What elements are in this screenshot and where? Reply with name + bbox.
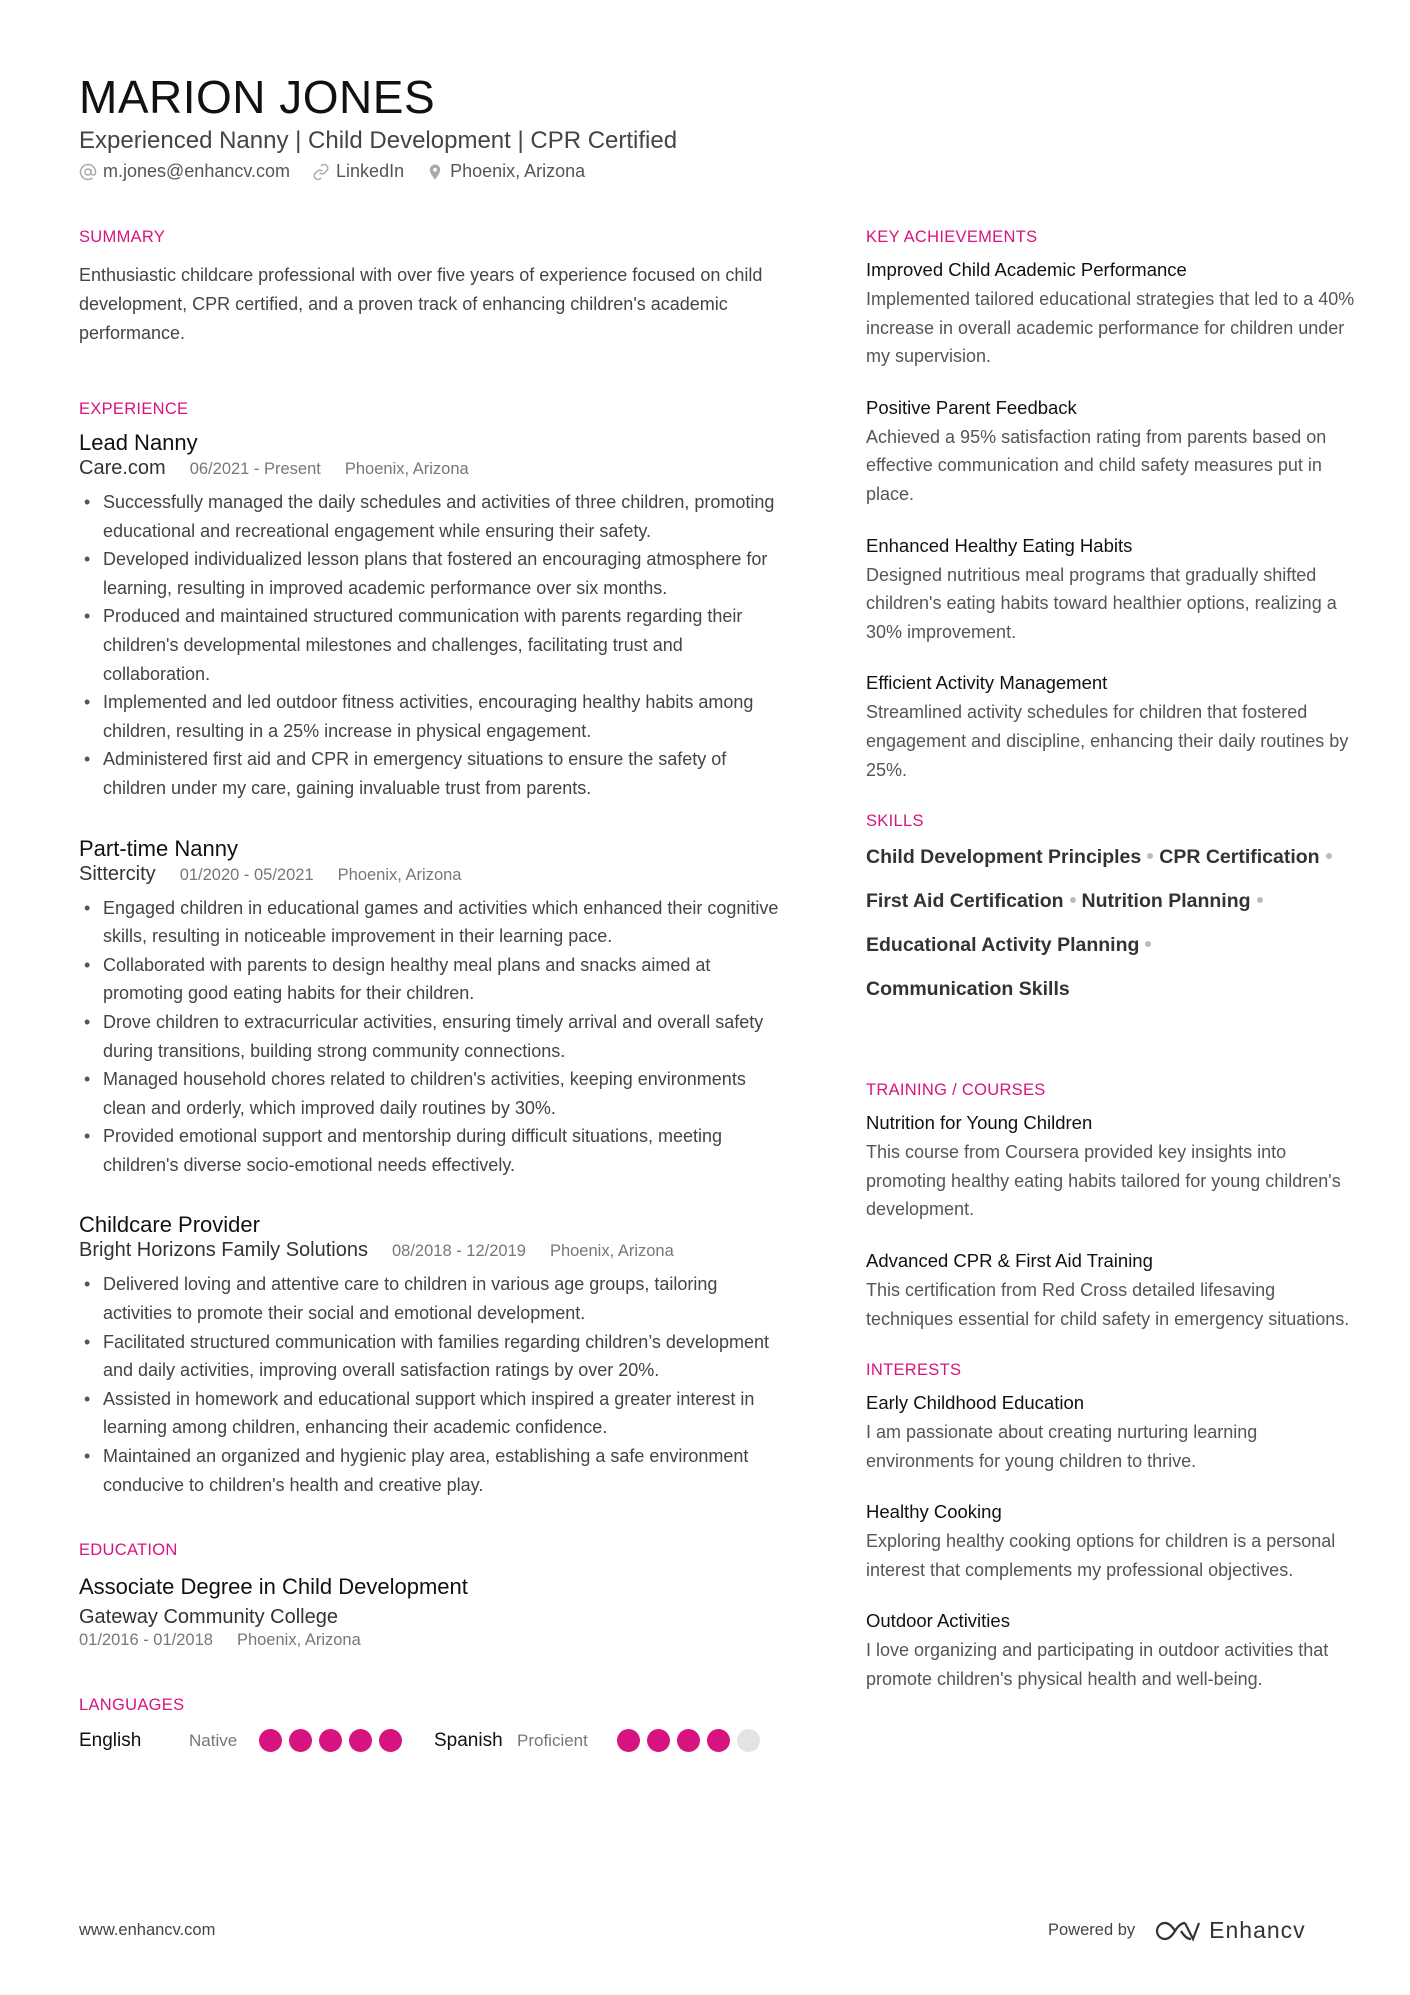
rating-dot-empty (737, 1729, 760, 1752)
achievement-desc: Designed nutritious meal programs that gradually shifted children's eating habits toward healthier options, realizing a 30% improvement. (866, 564, 1337, 642)
experience-bullet: • Facilitated structured communication with families regarding children’s development and daily activities, improving overall satisfaction ratings by over 20%. (79, 1328, 789, 1385)
experience-item (79, 429, 789, 803)
footer-url[interactable]: www.enhancv.com (79, 1921, 216, 1939)
education-heading: EDUCATION (79, 1541, 178, 1560)
interest-item (866, 1388, 1356, 1475)
skill-separator (1326, 853, 1332, 859)
education-meta (79, 1631, 789, 1650)
contact-linkedin-text: LinkedIn (336, 161, 405, 181)
training-desc: This certification from Red Cross detailed lifesaving techniques essential for child safety in emergency situations. (866, 1279, 1350, 1329)
achievement-title: Improved Child Academic Performance (866, 259, 1187, 280)
experience-meta (79, 1239, 789, 1262)
interest-item (866, 1497, 1356, 1584)
powered-by[interactable] (1048, 1917, 1306, 1944)
experience-section (79, 400, 789, 1499)
achievements-section (866, 228, 1356, 784)
rating-dot-filled (349, 1729, 372, 1752)
achievement-item (866, 668, 1356, 784)
experience-bullets (79, 894, 789, 1180)
enhancv-logo (1155, 1917, 1306, 1944)
interest-desc: I am passionate about creating nurturing learning environments for young children to thrive. (866, 1422, 1258, 1471)
training-heading: TRAINING / COURSES (866, 1081, 1046, 1100)
right-column (866, 228, 1356, 1716)
skill-separator (1145, 941, 1151, 947)
experience-bullet: • Successfully managed the daily schedules and activities of three children, promoting educational and recreational engagement while ensuring their safety. (79, 488, 789, 545)
skill-line (866, 835, 1366, 879)
experience-role: Part-time Nanny (79, 835, 238, 861)
skill-tag: Educational Activity Planning (866, 934, 1140, 957)
interests-heading: INTERESTS (866, 1361, 962, 1380)
experience-bullet: • Implemented and led outdoor fitness activities, encouraging healthy habits among children, resulting in a 25% increase in physical engagement. (79, 688, 789, 745)
rating-dot-filled (379, 1729, 402, 1752)
candidate-headline: Experienced Nanny | Child Development | CPR Certified (79, 127, 678, 154)
interest-desc: I love organizing and participating in outdoor activities that promote children's physical health and well-being. (866, 1640, 1329, 1690)
experience-bullets (79, 1270, 789, 1499)
achievement-desc: Streamlined activity schedules for children that fostered engagement and discipline, enhancing their daily routines by 25%. (866, 702, 1349, 780)
experience-heading: EXPERIENCE (79, 400, 189, 418)
interest-title: Early Childhood Education (866, 1392, 1085, 1414)
language-rating (617, 1729, 760, 1752)
skill-separator (1147, 853, 1153, 859)
training-section (866, 1081, 1356, 1333)
training-title: Advanced CPR & First Aid Training (866, 1249, 1153, 1271)
languages-heading: LANGUAGES (79, 1696, 185, 1715)
rating-dot-filled (319, 1729, 342, 1752)
summary-text: Enthusiastic childcare professional with over five years of experience focused on child development, CPR certified, and a proven track of enhancing children's academic performance. (79, 265, 763, 343)
achievement-desc: Implemented tailored educational strategies that led to a 40% increase in overall academic performance for children under my supervision. (866, 289, 1355, 367)
rating-dot-filled (707, 1729, 730, 1752)
language-item (434, 1729, 789, 1752)
skill-line (866, 923, 1366, 967)
experience-location: Phoenix, Arizona (337, 865, 462, 884)
contact-location-text: Phoenix, Arizona (450, 161, 586, 181)
rating-dot-filled (289, 1729, 312, 1752)
contact-location (426, 161, 585, 182)
language-level: Proficient (517, 1730, 588, 1750)
interests-section (866, 1361, 1356, 1694)
at-icon (79, 163, 97, 181)
skill-tag: First Aid Certification (866, 890, 1064, 913)
education-school: Gateway Community College (79, 1606, 338, 1629)
experience-bullet: • Delivered loving and attentive care to children in various age groups, tailoring activities to promote their social and emotional development. (79, 1270, 789, 1327)
experience-date: 01/2020 - 05/2021 (179, 865, 314, 884)
contact-row (79, 161, 585, 182)
experience-bullet: • Administered first aid and CPR in emergency situations to ensure the safety of children under my care, gaining invaluable trust from parents. (79, 745, 789, 802)
rating-dot-filled (617, 1729, 640, 1752)
skill-tag: Communication Skills (866, 978, 1070, 1001)
contact-email-text: m.jones@enhancv.com (103, 161, 291, 181)
left-column (79, 228, 789, 1752)
summary-section (79, 228, 789, 348)
skill-separator (1070, 897, 1076, 903)
rating-dot-filled (259, 1729, 282, 1752)
candidate-name: MARION JONES (79, 71, 436, 123)
achievement-title: Positive Parent Feedback (866, 396, 1077, 418)
summary-heading: SUMMARY (79, 228, 166, 246)
experience-meta (79, 863, 789, 886)
experience-item (79, 1211, 789, 1499)
rating-dot-filled (647, 1729, 670, 1752)
languages-section (79, 1696, 789, 1752)
experience-role: Childcare Provider (79, 1212, 260, 1238)
experience-company: Sittercity (79, 862, 156, 885)
achievement-title: Enhanced Healthy Eating Habits (866, 534, 1133, 556)
skills-section (866, 812, 1356, 1011)
languages-row (79, 1729, 789, 1752)
experience-bullet: • Provided emotional support and mentorship during difficult situations, meeting children's diverse socio-emotional needs effectively. (79, 1122, 789, 1179)
achievement-item (866, 255, 1356, 371)
rating-dot-filled (677, 1729, 700, 1752)
achievement-desc: Achieved a 95% satisfaction rating from parents based on effective communication and child safety measures put in place. (866, 426, 1327, 504)
skill-line (866, 879, 1366, 923)
interest-item (866, 1606, 1356, 1693)
interest-title: Outdoor Activities (866, 1610, 1010, 1632)
achievement-title: Efficient Activity Management (866, 672, 1108, 694)
skill-tag: Child Development Principles (866, 846, 1142, 869)
education-section (79, 1541, 789, 1650)
experience-role: Lead Nanny (79, 430, 198, 455)
experience-bullet: • Collaborated with parents to design healthy meal plans and snacks aimed at promoting good eating habits for their children. (79, 951, 789, 1008)
education-location: Phoenix, Arizona (236, 1631, 361, 1650)
experience-date: 08/2018 - 12/2019 (392, 1242, 526, 1261)
interest-title: Healthy Cooking (866, 1501, 1002, 1523)
skills-heading: SKILLS (866, 812, 924, 831)
skills-list (866, 835, 1366, 1011)
experience-bullet: • Maintained an organized and hygienic play area, establishing a safe environment conducive to children's health and creative play. (79, 1442, 789, 1499)
training-desc: This course from Coursera provided key insights into promoting healthy eating habits tailored for young children's development. (866, 1142, 1341, 1220)
language-name: English (79, 1729, 142, 1751)
interest-desc: Exploring healthy cooking options for children is a personal interest that complements my professional objectives. (866, 1531, 1336, 1580)
link-icon (312, 163, 330, 181)
contact-linkedin[interactable] (312, 161, 404, 182)
skill-tag: Nutrition Planning (1081, 890, 1251, 913)
experience-location: Phoenix, Arizona (549, 1242, 674, 1261)
language-level: Native (189, 1730, 238, 1750)
achievement-item (866, 531, 1356, 647)
language-rating (259, 1729, 402, 1752)
powered-by-label: Powered by (1048, 1921, 1136, 1939)
experience-company: Care.com (79, 457, 166, 479)
education-degree: Associate Degree in Child Development (79, 1574, 468, 1600)
training-item (866, 1246, 1356, 1333)
enhancv-logo-icon (1155, 1919, 1201, 1943)
training-title: Nutrition for Young Children (866, 1112, 1093, 1134)
experience-bullet: • Produced and maintained structured communication with parents regarding their children's developmental milestones and challenges, facilitating trust and collaboration. (79, 602, 789, 688)
experience-date: 06/2021 - Present (189, 460, 321, 478)
experience-meta (79, 457, 789, 480)
experience-bullet: • Assisted in homework and educational support which inspired a greater interest in learning among children, enhancing their academic confidence. (79, 1385, 789, 1442)
experience-bullet: • Managed household chores related to children's activities, keeping environments clean and orderly, which improved daily routines by 30%. (79, 1065, 789, 1122)
location-pin-icon (426, 163, 444, 181)
skill-separator (1257, 897, 1263, 903)
skill-tag: CPR Certification (1159, 846, 1320, 869)
experience-bullet: • Drove children to extracurricular activities, ensuring timely arrival and overall safety during transitions, building strong community connections. (79, 1008, 789, 1065)
contact-email[interactable] (79, 161, 290, 182)
language-item (79, 1729, 434, 1752)
experience-location: Phoenix, Arizona (344, 460, 469, 478)
achievements-heading: KEY ACHIEVEMENTS (866, 228, 1038, 246)
experience-bullet: • Engaged children in educational games and activities which enhanced their cognitive skills, resulting in noticeable improvement in their learning pace. (79, 894, 789, 951)
enhancv-logo-text: Enhancv (1209, 1917, 1306, 1943)
experience-bullets (79, 488, 789, 803)
training-item (866, 1108, 1356, 1224)
experience-bullet: • Developed individualized lesson plans that fostered an encouraging atmosphere for learning, resulting in improved academic performance over six months. (79, 545, 789, 602)
experience-company: Bright Horizons Family Solutions (79, 1239, 368, 1262)
experience-item (79, 835, 789, 1180)
skill-line (866, 967, 1366, 1011)
achievement-item (866, 393, 1356, 509)
language-name: Spanish (434, 1729, 503, 1751)
education-date: 01/2016 - 01/2018 (79, 1631, 213, 1650)
